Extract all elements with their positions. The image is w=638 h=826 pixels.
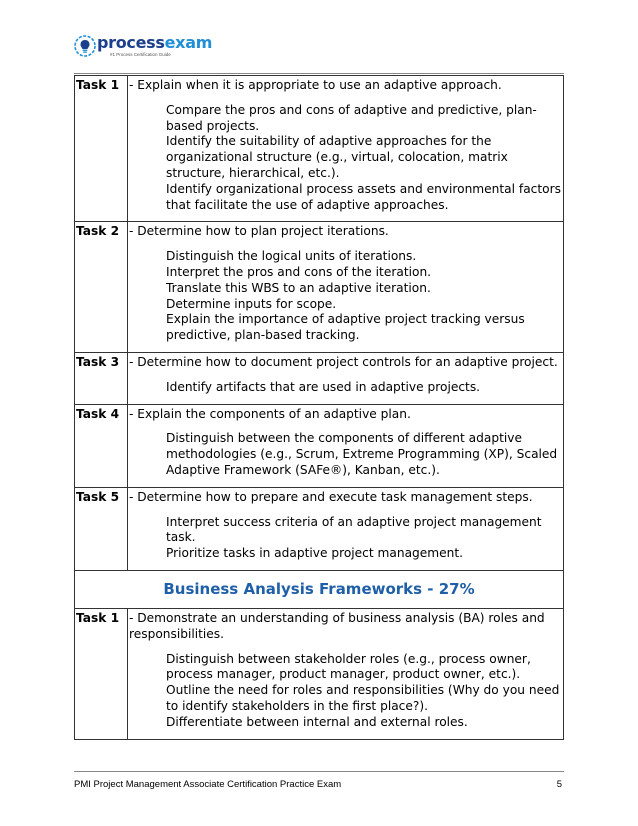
task-content <box>128 76 564 222</box>
task-main-text: - Determine how to plan project iterations. <box>129 224 389 239</box>
task-sub-item: Distinguish between the components of different adaptive methodologies (e.g., Scrum, Extreme Programming (XP), Scaled Adaptive Framework (SAFe®), Kanban, etc.). <box>166 431 558 477</box>
task-table <box>74 75 564 740</box>
task-label: Task 2 <box>75 222 128 353</box>
task-sub-item: Distinguish the logical units of iterations. <box>166 249 417 264</box>
footer-title: PMI Project Management Associate Certification Practice Exam <box>74 779 342 790</box>
logo-brand-second: exam <box>164 33 213 52</box>
table-row <box>75 222 564 353</box>
task-sub-item: Identify the suitability of adaptive approaches for the organizational structure (e.g., virtual, colocation, matrix structure, hierarchical, etc.). <box>166 134 508 180</box>
table-row <box>75 404 564 487</box>
task-label: Task 4 <box>75 404 128 487</box>
task-sub-item: Interpret success criteria of an adaptive project management task. <box>166 514 542 545</box>
task-sub-list <box>166 431 561 478</box>
task-label: Task 5 <box>75 487 128 570</box>
task-sub-item: Distinguish between stakeholder roles (e.g., process owner, process manager, product manager, product owner, etc.). <box>166 651 531 682</box>
task-content <box>128 352 564 404</box>
task-sub-item: Identify artifacts that are used in adaptive projects. <box>166 379 481 394</box>
task-sub-item: Explain the importance of adaptive project tracking versus predictive, plan-based tracking. <box>166 312 525 343</box>
task-sub-item: Compare the pros and cons of adaptive and predictive, plan-based projects. <box>166 102 537 133</box>
task-sub-item: Prioritize tasks in adaptive project management. <box>166 546 464 561</box>
task-content <box>128 222 564 353</box>
header-divider <box>74 73 564 74</box>
task-main-text: - Explain when it is appropriate to use an adaptive approach. <box>129 78 502 92</box>
table-row <box>75 352 564 404</box>
task-content <box>128 608 564 739</box>
task-main-text: - Determine how to document project controls for an adaptive project. <box>129 354 558 369</box>
task-label: Task 1 <box>75 608 128 739</box>
task-sub-list <box>166 380 561 396</box>
task-main-text: - Explain the components of an adaptive plan. <box>129 406 411 421</box>
task-label: Task 1 <box>75 76 128 222</box>
page-number: 5 <box>556 779 562 790</box>
task-content <box>128 404 564 487</box>
table-row <box>75 487 564 570</box>
task-sub-list <box>166 652 561 731</box>
table-row <box>75 76 564 222</box>
task-sub-list <box>166 103 561 214</box>
task-sub-item: Translate this WBS to an adaptive iteration. <box>166 280 431 295</box>
footer-divider <box>74 771 564 772</box>
section-heading: Business Analysis Frameworks - 27% <box>75 570 564 608</box>
logo-wordmark <box>97 34 212 52</box>
table-row <box>75 608 564 739</box>
lightbulb-icon <box>74 34 96 58</box>
task-content <box>128 487 564 570</box>
task-sub-list <box>166 515 561 562</box>
task-sub-item: Differentiate between internal and external roles. <box>166 714 468 729</box>
task-main-text: - Determine how to prepare and execute task management steps. <box>129 489 533 504</box>
section-heading-row <box>75 570 564 608</box>
task-sub-item: Identify organizational process assets and environmental factors that facilitate the use of adaptive approaches. <box>166 181 561 212</box>
task-main-text: - Demonstrate an understanding of business analysis (BA) roles and responsibilities. <box>129 610 545 641</box>
logo-brand-first: process <box>97 33 165 52</box>
task-sub-list <box>166 249 561 344</box>
task-sub-item: Outline the need for roles and responsibilities (Why do you need to identify stakeholders in the first place?). <box>166 683 560 713</box>
task-sub-item: Determine inputs for scope. <box>166 296 337 311</box>
logo <box>74 32 214 62</box>
logo-tagline: #1 Process Certification Guide <box>110 52 171 57</box>
task-label: Task 3 <box>75 352 128 404</box>
task-sub-item: Interpret the pros and cons of the iteration. <box>166 264 432 279</box>
